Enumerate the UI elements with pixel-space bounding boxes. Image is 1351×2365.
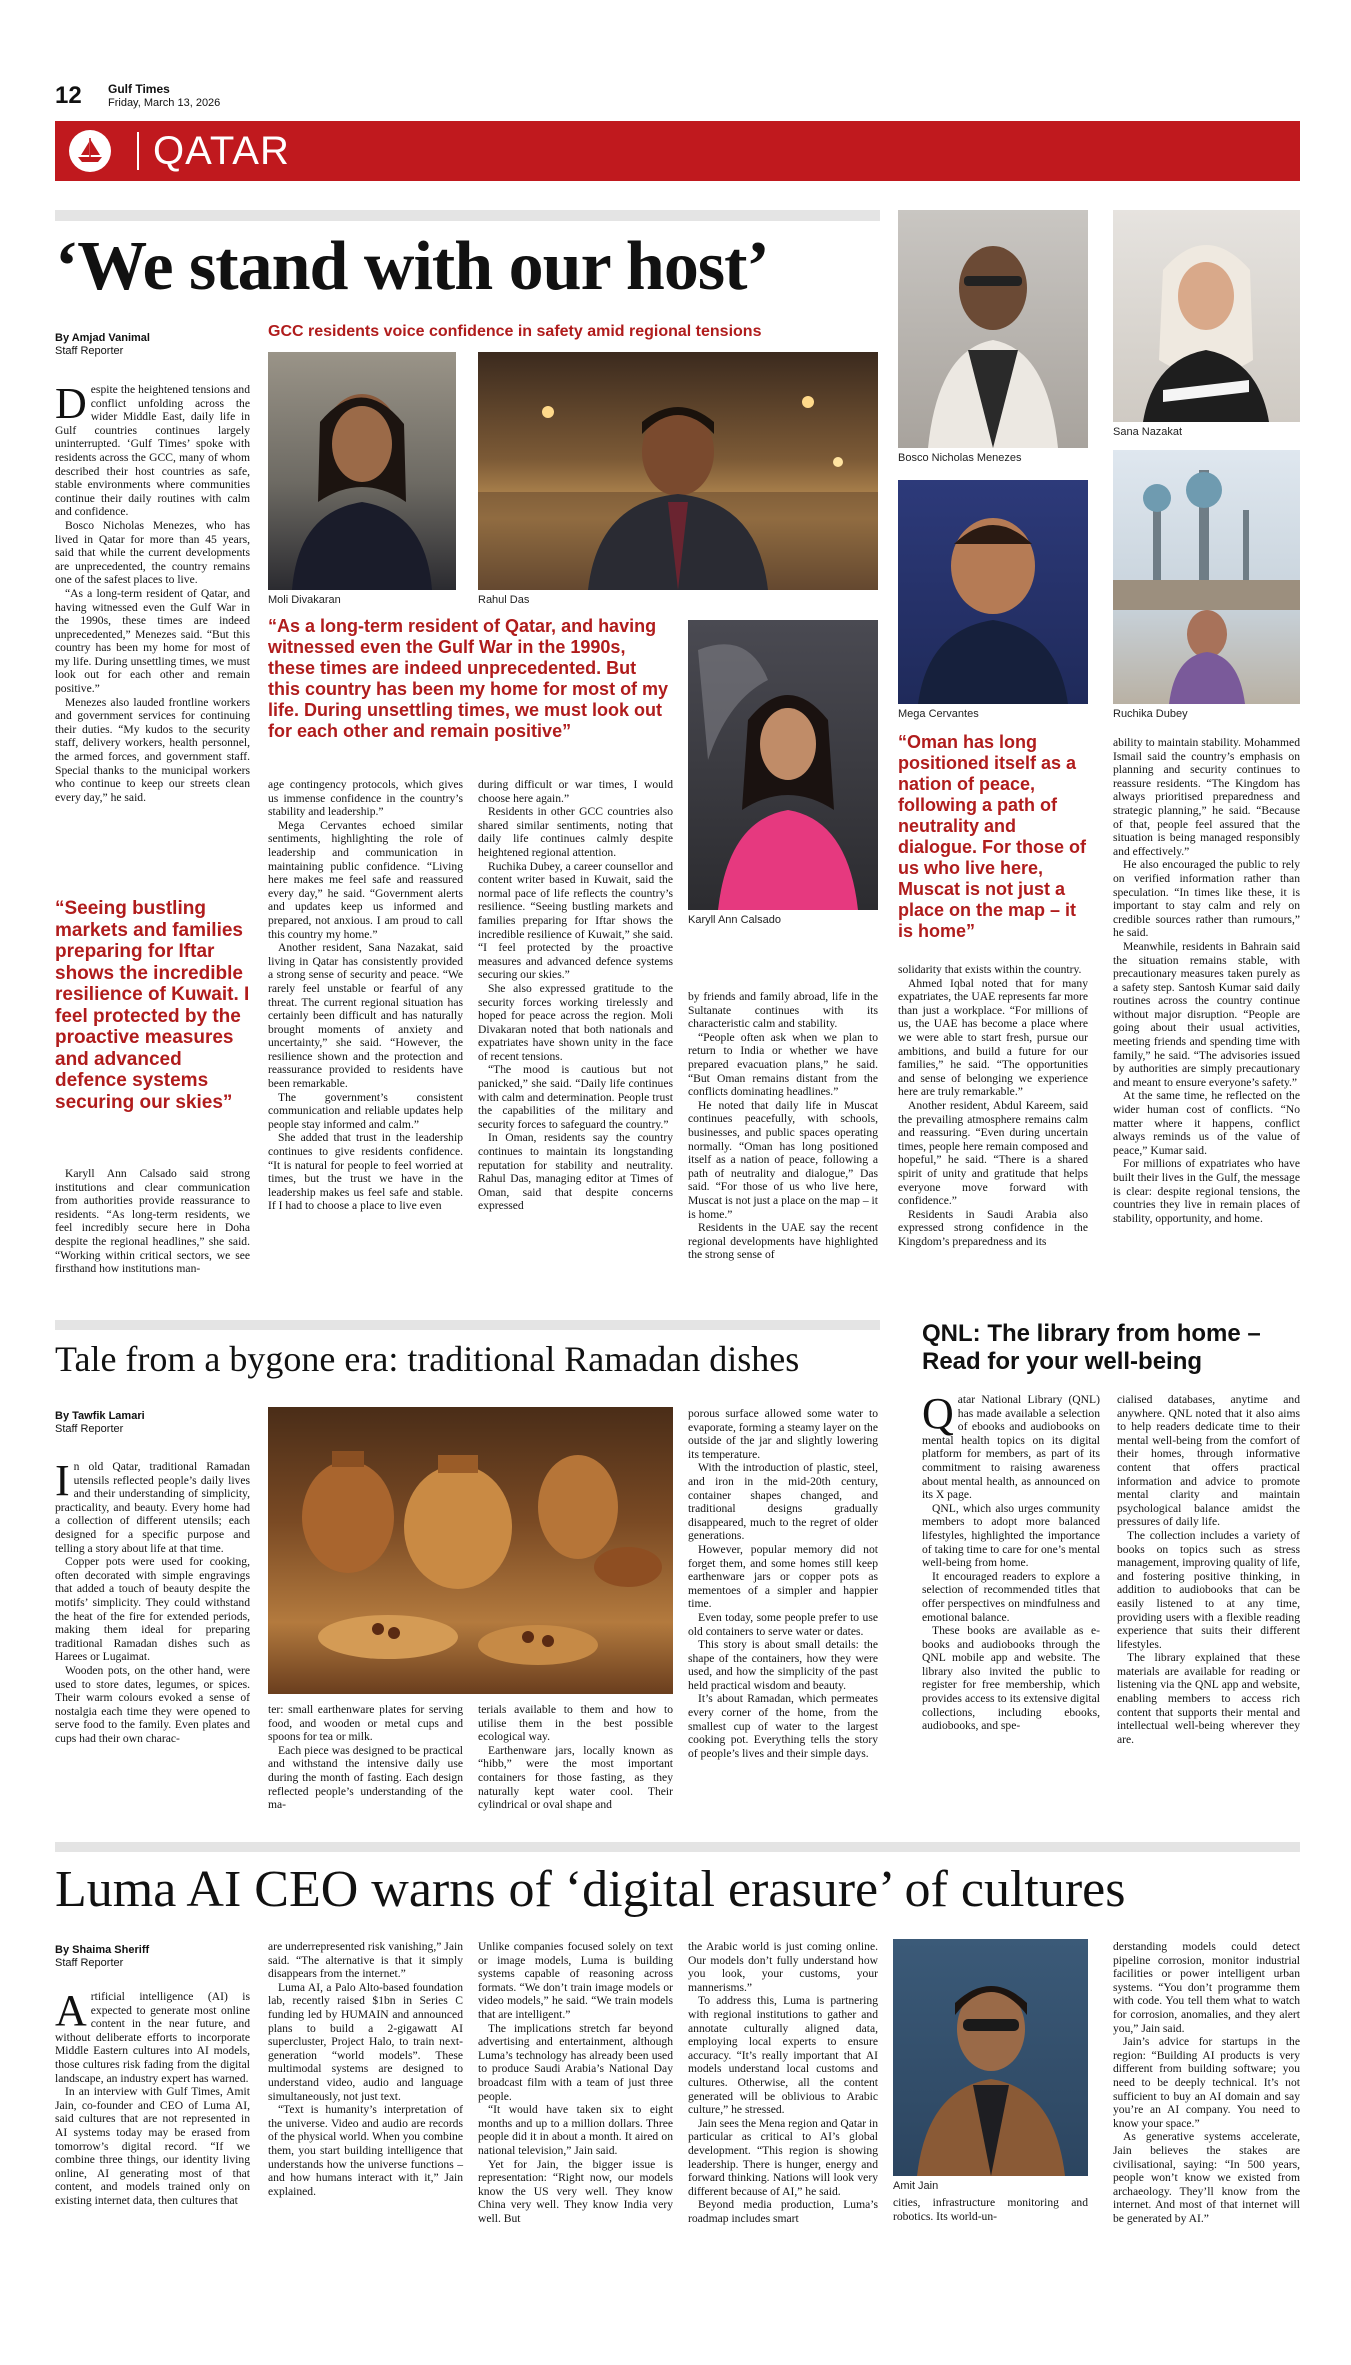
paragraph: Menezes also lauded frontline workers and government services for continuing their duties. “My kudos to the security staff, delivery workers, health personnel, the armed forces, and government staff. Special thanks to the municipal workers who continue to keep our streets clean every day,” he said. [55, 695, 250, 804]
paragraph: Ruchika Dubey, a career counsellor and content writer based in Kuwait, said the normal pace of life reflects the country’s resilience. “Seeing bustling markets and families preparing for Iftar shows the incredible resilience of Kuwait,” she said. “I feel protected by the proactive measures and advanced defence systems securing our skies.” [478, 859, 673, 982]
pull-quote-main: “As a long-term resident of Qatar, and having witnessed even the Gulf War in the 1990s, these times are indeed unprecedented. But this country has been my home for most of my life. During unsettling times, we must look out for each other and remain positive” [268, 616, 669, 741]
paragraph: To address this, Luma is partnering with regional institutions to gather and annotate culturally aligned data, employing local experts to ensure accuracy. “It’s really important that AI models understand local customs and cultures. Otherwise, all the content generated will be oblivious to Arabic culture,” he stressed. [688, 1994, 878, 2117]
paragraph: n old Qatar, traditional Ramadan utensils reflected people’s daily lives and their understanding of simplicity, practicality, and beauty. Every home had a collection of different utensils; each designed for a specific purpose and telling a story about life at that time. [55, 1460, 250, 1555]
story3-col1 [922, 1389, 1100, 1733]
paragraph: These books are available as e-books and audiobooks through the QNL mobile app and website. The library also invited the public to register for free membership, which provides access to its extensive digital collections, including ebooks, audiobooks, and spe- [922, 1624, 1100, 1733]
story1-subhead: GCC residents voice confidence in safety amid regional tensions [268, 323, 762, 340]
paragraph: “Text is humanity’s interpretation of the universe. Video and audio are records of the physical world. When you combine them, you start building intelligence that understands how the universe functions – and how humans interact with it,” Jain explained. [268, 2103, 463, 2198]
publication-name: Gulf Times [108, 82, 170, 96]
paragraph: QNL, which also urges community members to adopt more balanced lifestyles, highlighted the importance of taking time to care for one’s mental well-being from home. [922, 1501, 1100, 1570]
drop-cap: I [55, 1456, 70, 1505]
story2-headline: Tale from a bygone era: traditional Ramadan dishes [55, 1339, 800, 1379]
story4-col1 [55, 1986, 250, 2208]
paragraph: The implications stretch far beyond advertising and entertainment, although Luma’s technology has already been used to produce Saudi Arabia’s National Day broadcast film with a team of just three people. [478, 2021, 673, 2103]
paragraph: during difficult or war times, I would choose here again.” [478, 778, 673, 805]
story4-byline [55, 1944, 149, 1970]
story2-col4 [688, 1407, 878, 1760]
paragraph: In Oman, residents say the country continues to maintain its longstanding reputation for stability and neutrality. Rahul Das, managing editor at Times of Oman, said that despite concerns expressed [478, 1131, 673, 1213]
caption-amit: Amit Jain [893, 2180, 939, 2192]
paragraph: Copper pots were used for cooking, often decorated with simple engravings that added a touch of beauty despite the motifs’ simplicity. They could withstand the heat of the fire for extended periods, making them ideal for preparing traditional Ramadan dishes such as Harees or Lugaimat. [55, 1555, 250, 1664]
story2-col3 [478, 1703, 673, 1812]
paragraph: Meanwhile, residents in Bahrain said the situation remains stable, with precautionary measures taken purely as a safety step. Santosh Kumar said daily routines across the country continue without major disruption. “People are going about their usual activities, meeting friends and spending time with family,” he said. “The advisories issued by authorities are simply precautionary and meant to ensure everyone’s safety.” [1113, 939, 1300, 1089]
paragraph: Residents in other GCC countries also shared similar sentiments, noting that daily life continues calmly despite heightened regional attention. [478, 805, 673, 859]
byline-role: Staff Reporter [55, 345, 124, 357]
paragraph: Luma AI, a Palo Alto-based foundation lab, recently raised $1bn in Series C funding led by HUMAIN and announced plans to build a 2-gigawatt AI supercluster, Project Halo, to train next-generation “world models”. These multimodal systems are designed to understand video, audio and language simultaneously, not just text. [268, 1980, 463, 2103]
photo-bosco-menezes [898, 210, 1088, 448]
paragraph: terials available to them and how to utilise them in the best possible ecological way. [478, 1703, 673, 1744]
paragraph: age contingency protocols, which gives us immense confidence in the country’s stability and leadership.” [268, 778, 463, 819]
paragraph: Wooden pots, on the other hand, were used to store dates, legumes, or spices. Their warm colours evoked a sense of nostalgia each time they were opened to serve food to the family. Even plates and cups had their own charac- [55, 1663, 250, 1745]
photo-sana-nazakat [1113, 210, 1300, 422]
story1-col5 [898, 963, 1088, 1248]
photo-karyll-calsado [688, 620, 878, 910]
paragraph: Residents in the UAE say the recent regional developments have highlighted the strong sense of [688, 1221, 878, 1262]
paragraph: are underrepresented risk vanishing,” Jain said. “The alternative is that it simply disappears from the internet.” [268, 1940, 463, 1981]
story4-top-rule [55, 1842, 1300, 1852]
byline-role: Staff Reporter [55, 1957, 124, 1969]
drop-cap: A [55, 1986, 87, 2035]
pull-quote-oman: “Oman has long positioned itself as a nation of peace, following a path of neutrality and dialogue. For those of us who live here, Muscat is not just a place on the map – it is home” [898, 732, 1086, 941]
story3-headline: QNL: The library from home – Read for your well-being [922, 1320, 1261, 1375]
paragraph: Mega Cervantes echoed similar sentiments, highlighting the role of leadership and communication in maintaining public confidence. “Living here makes me feel safe and reassured every day,” he said. “Government alerts and updates keep us informed and prepared, not anxious. I am proud to call this country my home.” [268, 818, 463, 941]
story1-col2 [268, 778, 463, 1213]
drop-cap: D [55, 379, 87, 428]
story1-col4 [688, 990, 878, 1262]
paragraph: As generative systems accelerate, Jain believes the stakes are civilisational, saying: “In 500 years, people won’t know we existed from archaeology. They’ll know from the internet. And most of that internet will be generated by AI.” [1113, 2130, 1300, 2225]
paragraph: Jain’s advice for startups in the region: “Building AI products is very different from building software; you need to be deeply technical. It’s not sufficient to buy an AI domain and say you’re an AI company. You need to know your space.” [1113, 2035, 1300, 2130]
story3-col2 [1117, 1393, 1300, 1746]
story4-headline: Luma AI CEO warns of ‘digital erasure’ of cultures [55, 1861, 1126, 1918]
story1-headline: ‘We stand with our host’ [55, 228, 769, 305]
paragraph: “It would have taken six to eight months and up to a million dollars. Three people did it in about a month. It aired on national television,” Jain said. [478, 2103, 673, 2157]
paragraph: In an interview with Gulf Times, Amit Jain, co-founder and CEO of Luma AI, said cultures that are not represented in AI systems today may be erased from tomorrow’s digital record. “If we combine three things, our identity living online, AI generating most of that content, and models trained only on existing internet data, then cultures that [55, 2085, 250, 2207]
paragraph: solidarity that exists within the country. [898, 963, 1082, 976]
paragraph: “People often ask when we plan to return to India or whether we have prepared evacuation plans,” he said. “But Oman remains distant from the conflicts dominating headlines.” [688, 1030, 878, 1099]
photo-moli-divakaran [268, 352, 456, 590]
paragraph: It’s about Ramadan, which permeates every corner of the home, from the smallest cup of water to the largest cooking pot. Everything tells the story of people’s lives and their simple days. [688, 1692, 878, 1760]
paragraph: Yet for Jain, the bigger issue is representation: “Right now, our models know the US very well. They know China very well. They know India very well. But [478, 2157, 673, 2225]
photo-ruchika-dubey [1113, 450, 1300, 704]
drop-cap: Q [922, 1389, 954, 1438]
caption-bosco: Bosco Nicholas Menezes [898, 452, 1022, 464]
page-number: 12 [55, 82, 82, 109]
story1-col1-bottom [55, 1167, 250, 1276]
paragraph: “As a long-term resident of Qatar, and having witnessed even the Gulf War in the 1990s, these times are indeed unprecedented,” Menezes said. “But this country has been my home for most of my life. During unsettling times, we must look out for each other and remain positive.” [55, 586, 250, 696]
paragraph: cities, infrastructure monitoring and robotics. Its world-un- [893, 2196, 1088, 2223]
paragraph: The collection includes a variety of books on topics such as stress management, improving quality of life, and fostering positive thinking, in addition to audiobooks that can be easily listened to at any time, providing users with a flexible reading experience that suits their different lifestyles. [1117, 1528, 1300, 1651]
caption-rahul: Rahul Das [478, 594, 530, 606]
paragraph: Bosco Nicholas Menezes, who has lived in Qatar for more than 45 years, said that while the current developments are unprecedented, the country remains one of the safest places to live. [55, 518, 250, 587]
paragraph: The government’s consistent communication and reliable updates help people stay informed and calm.” [268, 1090, 463, 1131]
byline-name: By Amjad Vanimal [55, 332, 150, 344]
paragraph: Another resident, Abdul Kareem, said the prevailing atmosphere remains calm and reassuring. “Even during uncertain times, people here remain composed and hopeful,” he said. “There is a shared spirit of unity and gratitude that helps everyone move forward with confidence.” [898, 1098, 1088, 1208]
story2-top-rule [55, 1320, 880, 1330]
paragraph: Ahmed Iqbal noted that for many expatriates, the UAE represents far more than just a workplace. “For millions of us, the UAE has become a place where we were able to start fresh, pursue our ambitions, and build a future for our families,” he said. “The opportunities and sense of belonging we experience here are truly remarkable.” [898, 976, 1088, 1099]
byline-role: Staff Reporter [55, 1423, 124, 1435]
story1-col3 [478, 778, 673, 1213]
section-banner [55, 121, 1300, 181]
paragraph: ability to maintain stability. Mohammed Ismail said the country’s emphasis on planning and security continues to reassure residents. “The Kingdom has always prioritised preparedness and strategic planning,” he said. “Because of that, people feel assured that the situation is being managed responsibly and effectively.” [1113, 736, 1300, 858]
paragraph: However, popular memory did not forget them, and some homes still keep earthenware jars or copper pots as mementoes of a simpler and happier time. [688, 1542, 878, 1611]
paragraph: cialised databases, anytime and anywhere. QNL noted that it also aims to help readers dedicate time to their mental well-being from the comfort of their homes, through informative content that offers practical information and advice to promote mental clarity and maintain psychological balance amidst the pressures of daily life. [1117, 1393, 1300, 1529]
story1-top-rule [55, 210, 880, 221]
paragraph: “The mood is cautious but not panicked,” she said. “Daily life continues with calm and determination. People trust the capabilities of the military and security forces to safeguard the country.” [478, 1063, 673, 1131]
photo-rahul-das [478, 352, 878, 590]
paragraph: Karyll Ann Calsado said strong institutions and clear communication from authorities provide reassurance to residents. “As long-term residents, we feel incredibly secure here in Doha despite the regional headlines,” she said. “Working within critical sectors, we see firsthand how institutions man- [55, 1167, 250, 1276]
section-title: QATAR [153, 129, 290, 173]
story1-col1 [55, 379, 250, 804]
story4-col2 [268, 1940, 463, 2198]
photo-ramadan-utensils [268, 1407, 673, 1694]
paragraph: He also encouraged the public to rely on verified information rather than speculation. “In times like these, it is important to stay calm and rely on credible sources rather than rumours,” he said. [1113, 858, 1300, 940]
paragraph: ter: small earthenware plates for serving food, and wooden or metal cups and spoons for tea or milk. [268, 1703, 463, 1744]
paragraph: Residents in Saudi Arabia also expressed strong confidence in the Kingdom’s preparedness and its [898, 1207, 1088, 1248]
pull-quote-kuwait: “Seeing bustling markets and families preparing for Iftar shows the incredible resilience of Kuwait. I feel protected by the proactive measures and advanced defence systems securing our skies” [55, 898, 250, 1113]
issue-date: Friday, March 13, 2026 [108, 97, 221, 109]
paragraph: With the introduction of plastic, steel, and iron in the mid-20th century, container shapes changed, and traditional designs gradually disappeared, much to the regret of older generations. [688, 1461, 878, 1543]
story4-col3 [478, 1940, 673, 2225]
caption-karyll: Karyll Ann Calsado [688, 914, 781, 926]
story2-col1 [55, 1456, 250, 1745]
section-divider [137, 132, 139, 170]
story1-col6 [1113, 736, 1300, 1225]
story2-byline [55, 1410, 145, 1436]
story2-col2 [268, 1703, 463, 1812]
paragraph: Unlike companies focused solely on text or image models, Luma is building systems capable of reasoning across formats. “We don’t train image models or video models,” he said. “We train models that are intelligent.” [478, 1940, 673, 2021]
paragraph: Another resident, Sana Nazakat, said living in Qatar has consistently provided a strong sense of security and peace. “We rarely feel unstable or fearful of any threat. The current regional situation has certainly been difficult and has naturally brought moments of anxiety and uncertainty,” she said. “However, the resilience shown and the protection and reassurance provided to residents have been remarkable. [268, 941, 463, 1091]
paragraph: atar National Library (QNL) has made available a selection of ebooks and audiobooks on mental health topics on its digital platform for members, as part of its commitment to raising awareness about mental health, as announced on its X page. [922, 1393, 1100, 1502]
paragraph: At the same time, he reflected on the wider human cost of conflicts. “No matter where it happens, conflict always reminds us of the value of peace,” Kumar said. [1113, 1089, 1300, 1157]
paragraph: It encouraged readers to explore a selection of recommended titles that offer perspectives on mindfulness and emotional balance. [922, 1569, 1100, 1624]
paragraph: The library explained that these materials are available for reading or listening via the QNL app and website, enabling members to access rich content that supports their mental and intellectual well-being wherever they are. [1117, 1651, 1300, 1746]
paragraph: Earthenware jars, locally known as “hibb,” were the most important containers for those fasting, as they naturally kept water cool. Their cylindrical or oval shape and [478, 1743, 673, 1812]
paragraph: Even today, some people prefer to use old containers to serve water or dates. [688, 1610, 878, 1638]
dhow-logo-icon [69, 130, 111, 172]
paragraph: porous surface allowed some water to evaporate, forming a steamy layer on the outside of the jar and slightly lowering its temperature. [688, 1407, 878, 1461]
paragraph: She added that trust in the leadership continues to give residents confidence. “It is natural for people to feel worried at times, but the trust we have in the leadership makes us feel safe and stable. If I had to choose a place to live even [268, 1131, 463, 1213]
paragraph: For millions of expatriates who have built their lives in the Gulf, the message is clear: despite regional tensions, the countries they live in remain places of stability, opportunity, and home. [1113, 1157, 1300, 1225]
byline-name: By Shaima Sheriff [55, 1944, 150, 1956]
photo-amit-jain [893, 1939, 1088, 2176]
paragraph: derstanding models could detect pipeline corrosion, monitor industrial facilities or power intelligent urban systems. “You don’t programme them with code. You tell them what to watch for corrosion, anomalies, and they alert you,” Jain said. [1113, 1940, 1300, 2035]
paragraph: rtificial intelligence (AI) is expected to generate most online content in the near future, and without deliberate efforts to incorporate Middle Eastern cultures into AI models, those cultures risk fading from the digital landscape, an industry expert has warned. [55, 1990, 250, 2085]
caption-ruchika: Ruchika Dubey [1113, 708, 1188, 720]
paragraph: This story is about small details: the shape of the containers, how they were used, and how the simplicity of the past held practical wisdom and beauty. [688, 1638, 878, 1692]
paragraph: Jain sees the Mena region and Qatar in particular as critical to AI’s global development. “This region is showing leadership. There is hunger, energy and forward thinking. Nations will look very different because of AI,” he said. [688, 2116, 878, 2198]
paragraph: Beyond media production, Luma’s roadmap includes smart [688, 2198, 878, 2225]
caption-moli: Moli Divakaran [268, 594, 341, 606]
story1-byline [55, 332, 150, 358]
story4-col4 [688, 1940, 878, 2225]
paragraph: the Arabic world is just coming online. Our models don’t fully understand how you look, your customs, your mannerisms.” [688, 1940, 878, 1994]
story4-col6 [1113, 1940, 1300, 2225]
caption-sana: Sana Nazakat [1113, 426, 1183, 438]
paragraph: She also expressed gratitude to the security forces working tirelessly and hoped for peace across the region. Moli Divakaran noted that both nationals and expatriates have shown unity in the face of recent tensions. [478, 981, 673, 1063]
caption-mega: Mega Cervantes [898, 708, 979, 720]
photo-mega-cervantes [898, 480, 1088, 704]
byline-name: By Tawfik Lamari [55, 1410, 145, 1422]
paragraph: Each piece was designed to be practical and withstand the intensive daily use during the month of fasting. Each design reflected people’s understanding of the ma- [268, 1743, 463, 1812]
paragraph: He noted that daily life in Muscat continues peacefully, with schools, businesses, and public spaces operating normally. “Oman has long positioned itself as a nation of peace, following a path of neutrality and dialogue,” Das said. “For those of us who live here, Muscat is not just a place on the map – it is home.” [688, 1098, 878, 1221]
story4-col5 [893, 2196, 1088, 2223]
paragraph: by friends and family abroad, life in the Sultanate continues with its characteristic calm and stability. [688, 990, 878, 1031]
paragraph: espite the heightened tensions and conflict unfolding across the wider Middle East, daily life in Gulf countries continues largely uninterrupted. ‘Gulf Times’ spoke with residents across the GCC, many of whom described their host countries as safe, stable environments where communities continue their daily routines with calm and confidence. [55, 383, 250, 519]
